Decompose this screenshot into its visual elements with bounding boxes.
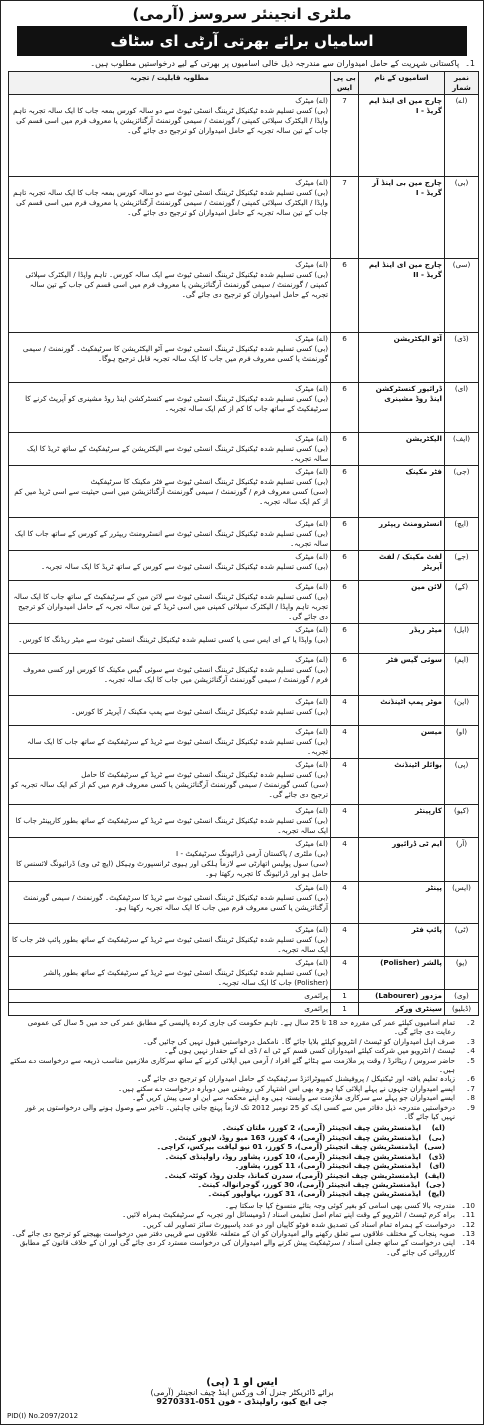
item-number: (بی) — [428, 1132, 445, 1142]
org-title: ملٹری انجینئر سروسز (آرمی) — [132, 5, 352, 23]
row-post-name: ایم ٹی ڈرائیور — [359, 838, 445, 882]
table-header-row — [9, 72, 479, 95]
item-number: (ایف) — [424, 1170, 445, 1180]
row-serial: (یو) — [445, 957, 479, 990]
table-row — [9, 466, 479, 518]
table-row — [9, 259, 479, 333]
qualification-line: (اے) میٹرک — [295, 260, 328, 269]
table-row — [9, 581, 479, 624]
row-post-name: آٹو الیکٹریشن — [359, 333, 445, 383]
item-text: ایڈمنسٹریشن چیف انجینئر (آرمی)، 30 کورز، گوجرانوالہ کینٹ۔ — [197, 1179, 420, 1189]
item-text: ایڈمنسٹریشن چیف انجینئر (آرمی)، 4 کورز، 163 میو روڈ، لاہور کینٹ۔ — [173, 1132, 421, 1142]
qualification-line: (اے) میٹرک — [295, 552, 328, 561]
item-text: اپنی درخواست کے ساتھ جعلی اسناد / سرٹیفکیٹ پیش کرنے والے امیدواران کی درخواست مسترد کر دی جائے گی اور ان کے خلاف قانون کے مطابق کارروائی کی جائے گی۔ — [19, 1238, 455, 1257]
row-qualification — [9, 696, 331, 726]
row-post-name: چارج مین ای اینڈ ایم گریڈ - I — [359, 95, 445, 177]
row-qualification — [9, 838, 331, 882]
row-bps: 6 — [331, 551, 359, 581]
qualification-line: (سی) سول پولیس اتھارٹی سے لازماً ہلکی اور ہیوی ٹرانسپورٹ وہیکل (ایچ ٹی وی) ڈرائیونگ لائسنس کا حامل ہو اور ڈرائیونگ کا تجربہ رکھتا ہو۔ — [16, 859, 328, 878]
qualification-line: (بی) کسی تسلیم شدہ ٹیکنیکل ٹریننگ انسٹی ٹیوٹ سے آٹو الیکٹریشن کا سرٹیفکیٹ۔ گورنمنٹ / سیمی گورنمنٹ یا کسی معروف فرم میں جاب کا ایک سالہ تجربہ قابل ترجیح ہوگا۔ — [22, 344, 328, 363]
row-qualification — [9, 654, 331, 696]
row-post-name: لائن مین — [359, 581, 445, 624]
row-bps: 4 — [331, 838, 359, 882]
qualification-line: (اے) میٹرک — [295, 384, 328, 393]
table-row — [9, 551, 479, 581]
table-body — [9, 95, 479, 1016]
qualification-line: پرائمری — [304, 1004, 328, 1013]
qualification-line: (بی) ملٹری / پاکستان آرمی ڈرائیونگ سرٹیفکیٹ - I — [176, 849, 328, 858]
item-number: (جی) — [425, 1179, 445, 1189]
qualification-line: (بی) کسی تسلیم شدہ ٹیکنیکل ٹریننگ انسٹی ٹیوٹ سے ٹریڈ کے سرٹیفکیٹ کے ساتھ بطور کارپینٹر جاب کا ایک سالہ تجربہ۔ — [15, 816, 328, 835]
list-item — [9, 1056, 475, 1075]
item-number: 12۔ — [461, 1219, 475, 1229]
row-bps: 6 — [331, 581, 359, 624]
row-post-name: سوئی گیس فٹر — [359, 654, 445, 696]
qualification-line: پرائمری — [304, 991, 328, 1000]
qualification-line: (بی) کسی تسلیم شدہ ٹیکنیکل ٹریننگ انسٹی ٹیوٹ سے ٹریڈ کے سرٹیفکیٹ کے ساتھ بطور پائپ فٹر جاب کا ایک سالہ تجربہ۔ — [11, 935, 328, 954]
item-text: براہ کرم ٹیسٹ / انٹرویو کے وقت اپنے تمام اصل تعلیمی اسناد / ڈومیسائل اور تجربہ کے سرٹیفکیٹ ہمراہ لائیں۔ — [122, 1210, 455, 1220]
list-item — [9, 1210, 475, 1219]
row-bps: 4 — [331, 805, 359, 838]
item-text: درخواستیں مندرجہ ذیل دفاتر میں سے کسی ایک کو 25 نومبر 2012 تک لازماً پہنچ جانی چاہئیں۔ تاخیر سے وصول ہونے والی درخواستوں پر غور نہیں کیا جائے گا۔ — [25, 1102, 455, 1122]
item-text: ایڈمنسٹریشن چیف انجینئر (آرمی)، 11 کورز، پشاور۔ — [234, 1161, 421, 1171]
qualification-line: (بی) کسی تسلیم شدہ ٹیکنیکل ٹریننگ انسٹی ٹیوٹ سے الیکٹریشن کے سرٹیفکیٹ کے ساتھ ٹریڈ کا ایک سالہ تجربہ۔ — [27, 444, 328, 463]
row-serial: (ڈی) — [445, 333, 479, 383]
row-qualification — [9, 95, 331, 177]
item-number: 6۔ — [466, 1074, 475, 1084]
qualification-line: (بی) کسی تسلیم شدہ ٹیکنیکل ٹریننگ انسٹی ٹیوٹ سے فٹر مکینک کا سرٹیفکیٹ — [90, 477, 328, 486]
header-qualification: مطلوبہ قابلیت / تجربہ — [9, 72, 331, 95]
list-item — [9, 1161, 475, 1170]
row-post-name: پائپ فٹر — [359, 924, 445, 957]
row-qualification — [9, 1003, 331, 1016]
row-serial: (جے) — [445, 551, 479, 581]
row-serial: (آر) — [445, 838, 479, 882]
row-serial: (ایس) — [445, 882, 479, 924]
qualification-line: (اے) میٹرک — [295, 806, 328, 815]
list-item — [9, 1142, 475, 1151]
item-text: حاضر سروس / ریٹائرڈ / وقت پر ملازمت سے ہٹائے گئے افراد / آرمی میں اپلائی کرنے کے ساتھ سرکاری ملازمین مناسب ذریعہ سے درخواست دے سکتے ہیں۔ — [10, 1055, 455, 1075]
row-post-name: کارپینٹر — [359, 805, 445, 838]
qualification-line: (بی) کسی تسلیم شدہ ٹیکنیکل ٹریننگ انسٹی ٹیوٹ سے ٹریڈ کا سرٹیفکیٹ۔ گورنمنٹ / سیمی گورنمنٹ آرگنائزیشن یا کسی معروف فرم میں جاب کا ایک سالہ تجربہ رکھتا ہو۔ — [23, 893, 328, 912]
intro-line — [9, 59, 475, 68]
row-bps: 4 — [331, 957, 359, 990]
row-qualification — [9, 957, 331, 990]
item-number: 8۔ — [466, 1093, 475, 1103]
list-item — [9, 1180, 475, 1189]
row-qualification — [9, 990, 331, 1003]
row-qualification — [9, 805, 331, 838]
officer-line: برائے ڈائریکٹر جنرل آف ورکس اینڈ چیف انجینئر (آرمی) — [150, 1388, 334, 1397]
signature-block — [1, 1377, 483, 1406]
row-bps: 6 — [331, 259, 359, 333]
list-item — [9, 1171, 475, 1180]
table-row — [9, 95, 479, 177]
item-text: ایسے امیدواران جو پہلے سے سرکاری ملازمت سے وابستہ ہیں وہ اپنے محکمہ سے این او سی پیش کریں گے۔ — [132, 1093, 455, 1103]
table-row — [9, 333, 479, 383]
qualification-line: (اے) میٹرک — [295, 697, 328, 706]
item-text: ایڈمنسٹریشن چیف انجینئر (آرمی)، 31 کورز، بہاولپور کینٹ۔ — [207, 1189, 421, 1199]
qualification-line: (بی) کسی تسلیم شدہ ٹیکنیکل ٹریننگ انسٹی ٹیوٹ سے کورس کے ساتھ ٹریڈ کا ایک سالہ تجربہ۔ — [41, 562, 328, 571]
list-item — [9, 1123, 475, 1132]
qualification-line: (سی) کسی گورنمنٹ / سیمی گورنمنٹ آرگنائزیشن یا کسی معروف فرم میں کم از کم ایک سالہ تجربہ کو ترجیح دی جائے گی۔ — [11, 780, 328, 799]
header-bps: بی پی ایس — [331, 72, 359, 95]
pid-number: PID(I) No.2097/2012 — [7, 1412, 79, 1420]
table-row — [9, 518, 479, 551]
intro-number: 1۔ — [465, 59, 475, 68]
list-item — [9, 1084, 475, 1093]
table-row — [9, 624, 479, 654]
qualification-line: (بی) کسی تسلیم شدہ ٹیکنیکل ٹریننگ انسٹی ٹیوٹ سے دو سالہ کورس بمعہ جاب کا ایک سالہ تجربہ تاہم واپڈا / الیکٹرک سپلائی کمپنی / گورنمنٹ / سیمی گورنمنٹ آرگنائزیشن یا معروف فرم میں اسی قسم کی جاب کے تین سالہ تجربہ کے حامل امیدواران کو ترجیح دی جائے گی۔ — [13, 106, 328, 135]
item-number: 14۔ — [461, 1238, 475, 1248]
terms-list-2 — [9, 1201, 475, 1257]
row-post-name: میٹر ریڈر — [359, 624, 445, 654]
row-serial: (ڈبلیو) — [445, 1003, 479, 1016]
qualification-line: (بی) کسی تسلیم شدہ ٹیکنیکل ٹریننگ انسٹی ٹیوٹ سے کنسٹرکشن اینڈ روڈ مشینری کو آپریٹ کرنے کا سرٹیفکیٹ کے ساتھ جاب کا کم از کم ایک سالہ تجربہ۔ — [25, 394, 328, 413]
qualification-line: (بی) کسی تسلیم شدہ ٹیکنیکل ٹریننگ انسٹی ٹیوٹ سے انسٹرومنٹ ریپئرر کے کورس کے ساتھ جاب کا ایک سالہ تجربہ۔ — [14, 529, 328, 548]
qualification-line: (اے) میٹرک — [295, 883, 328, 892]
row-post-name: چارج مین ای اینڈ ایم گریڈ - II — [359, 259, 445, 333]
row-post-name: مزدور (Labourer) — [359, 990, 445, 1003]
row-qualification — [9, 259, 331, 333]
row-bps: 6 — [331, 433, 359, 466]
row-qualification — [9, 333, 331, 383]
item-text: صرف اہل امیدواران کو ٹیسٹ / انٹرویو کیلئے بلایا جائے گا۔ نامکمل درخواستیں قبول نہیں کی جائیں گی۔ — [143, 1036, 455, 1046]
list-item — [9, 1152, 475, 1161]
recruitment-banner: اسامیاں برائے بھرتی آرٹی ای سٹاف — [17, 26, 467, 56]
table-row — [9, 177, 479, 259]
item-text: صوبہ پنجاب کے مختلف علاقوں سے تعلق رکھنے والے امیدواران کو ان کے متعلقہ علاقوں سے قریبی دفتر میں درخواست بھیجنے کو ترجیح دی جائے گی۔ — [11, 1228, 455, 1238]
row-bps: 7 — [331, 177, 359, 259]
row-post-name: انسٹرومنٹ ریپئرر — [359, 518, 445, 551]
qualification-line: (سی) کسی معروف فرم / گورنمنٹ / سیمی گورنمنٹ آرگنائزیشن میں اسی حیثیت سے اسی ٹریڈ میں کم از کم ایک سالہ تجربہ۔ — [14, 487, 328, 506]
item-number: 10۔ — [461, 1200, 475, 1210]
list-item — [9, 1046, 475, 1055]
row-serial: (این) — [445, 696, 479, 726]
qualification-line: (اے) میٹرک — [295, 519, 328, 528]
row-post-name: پینٹر — [359, 882, 445, 924]
row-post-name: موٹر پمپ اٹینڈنٹ — [359, 696, 445, 726]
list-item — [9, 1133, 475, 1142]
table-row — [9, 882, 479, 924]
item-number: 3۔ — [466, 1036, 475, 1046]
row-bps: 6 — [331, 466, 359, 518]
row-bps: 4 — [331, 924, 359, 957]
row-qualification — [9, 433, 331, 466]
item-number: 2۔ — [466, 1018, 475, 1027]
row-qualification — [9, 177, 331, 259]
list-item — [9, 1074, 475, 1083]
row-serial: (پی) — [445, 759, 479, 805]
row-qualification — [9, 924, 331, 957]
row-serial: (ایل) — [445, 624, 479, 654]
item-number: 7۔ — [466, 1083, 475, 1093]
row-bps: 1 — [331, 990, 359, 1003]
row-bps: 7 — [331, 95, 359, 177]
item-number: 11۔ — [461, 1210, 475, 1220]
row-serial: (کیو) — [445, 805, 479, 838]
qualification-line: (اے) میٹرک — [295, 958, 328, 967]
row-bps: 4 — [331, 882, 359, 924]
posts-table — [8, 71, 479, 1016]
row-bps: 4 — [331, 696, 359, 726]
row-post-name: لفٹ مکینک / لفٹ آپریٹر — [359, 551, 445, 581]
row-bps: 1 — [331, 1003, 359, 1016]
item-text: تمام اسامیوں کیلئے عمر کی مقررہ حد 18 تا 25 سال ہے۔ تاہم حکومت کی جاری کردہ پالیسی کے مطابق عمر کی حد میں 5 سال کی عمومی رعایت دی جائے گی۔ — [27, 1018, 455, 1037]
table-row — [9, 383, 479, 433]
qualification-line: (اے) میٹرک — [295, 334, 328, 343]
list-item — [9, 1037, 475, 1046]
table-row — [9, 759, 479, 805]
item-number: (اے) — [431, 1123, 445, 1133]
qualification-line: (اے) میٹرک — [295, 467, 328, 476]
qualification-line: (بی) کسی تسلیم شدہ ٹیکنیکل ٹریننگ انسٹی ٹیوٹ سے ایک سالہ کورس۔ تاہم واپڈا / الیکٹرک سپلائی کمپنی / گورنمنٹ / سیمی گورنمنٹ آرگنائزیشن یا معروف فرم میں اسی قسم کی جاب کے تین سالہ تجربہ کے حامل امیدواران کو ترجیح دی جائے گی۔ — [25, 270, 328, 299]
qualification-line: (اے) میٹرک — [295, 727, 328, 736]
table-row — [9, 838, 479, 882]
row-bps: 6 — [331, 654, 359, 696]
list-item — [9, 1018, 475, 1037]
table-row — [9, 924, 479, 957]
terms-list — [9, 1018, 475, 1121]
row-bps: 4 — [331, 759, 359, 805]
qualification-line: (بی) کسی تسلیم شدہ ٹیکنیکل ٹریننگ انسٹی ٹیوٹ سے لائن مین کے سرٹیفکیٹ کے ساتھ جاب کا ایک سالہ تجربہ تاہم واپڈا / الیکٹرک سپلائی کمپنی میں اسی ٹریڈ کے تین سالہ تجربہ کے حامل امیدواران کو ترجیح دی جائے گی۔ — [13, 592, 328, 621]
row-qualification — [9, 759, 331, 805]
item-text: درخواست کے ہمراہ تمام اسناد کی تصدیق شدہ فوٹو کاپیاں اور دو عدد پاسپورٹ سائز تصاویر لف کریں۔ — [142, 1219, 455, 1229]
row-post-name: الیکٹریشن — [359, 433, 445, 466]
qualification-line: (اے) میٹرک — [295, 96, 328, 105]
list-item — [9, 1201, 475, 1210]
row-serial: (سی) — [445, 259, 479, 333]
list-item — [9, 1189, 475, 1198]
item-text: ایڈمنسٹریشن چیف انجینئر (آرمی)، 5 کورز، 01 نیو لیافت بیرکس، کراچی۔ — [156, 1142, 419, 1152]
qualification-line: (بی) کسی تسلیم شدہ ٹیکنیکل ٹریننگ انسٹی ٹیوٹ سے ٹریڈ کے سرٹیفکیٹ کے ساتھ جاب کا ایک سالہ تجربہ۔ — [27, 737, 328, 756]
row-serial: (اے) — [445, 95, 479, 177]
contact-phone: 051-9270331 — [156, 1397, 216, 1406]
row-post-name: چارج مین بی اینڈ آر گریڈ - I — [359, 177, 445, 259]
item-text: ٹیسٹ / انٹرویو میں شرکت کیلئے امیدواران کسی قسم کے ٹی اے / ڈی اے کے حقدار نہیں ہوں گے۔ — [164, 1046, 455, 1056]
list-item — [9, 1220, 475, 1229]
row-serial: (ٹی) — [445, 924, 479, 957]
item-text: ایسے امیدواران جنہوں نے پہلے اپلائی کیا ہو وہ بھی اس اشتہار کی روشنی میں دوبارہ درخواست دے سکتے ہیں۔ — [118, 1083, 455, 1093]
row-post-name: ڈرائیور کنسٹرکشن اینڈ روڈ مشینری — [359, 383, 445, 433]
row-serial: (وی) — [445, 990, 479, 1003]
contact-line — [1, 1397, 483, 1406]
list-item — [9, 1238, 475, 1257]
row-bps: 6 — [331, 624, 359, 654]
item-number: (ایچ) — [428, 1189, 445, 1199]
qualification-line: (بی) کسی تسلیم شدہ ٹیکنیکل ٹریننگ انسٹی ٹیوٹ سے ٹریڈ کے سرٹیفکیٹ کا حامل — [81, 770, 328, 779]
row-serial: (جی) — [445, 466, 479, 518]
qualification-line: (اے) میٹرک — [295, 582, 328, 591]
qualification-line: (اے) میٹرک — [295, 925, 328, 934]
item-text: ایڈمنسٹریشن چیف انجینئر (آرمی)، سدرن کمانڈ، جلدن روڈ، کوئٹہ کینٹ۔ — [164, 1170, 419, 1180]
row-post-name: پالشر (Polisher) — [359, 957, 445, 990]
row-bps: 4 — [331, 726, 359, 759]
row-qualification — [9, 551, 331, 581]
item-text: مندرجہ بالا کسی بھی اسامی کو بغیر کوئی وجہ بتائے منسوخ کیا جا سکتا ہے۔ — [224, 1200, 455, 1210]
item-text: زیادہ تعلیم یافتہ اور ٹیکنیکل / پروفیشنل کمپیوٹرائزڈ سرٹیفکیٹ کے حامل امیدواران کو ترجیح دی جائے گی۔ — [137, 1074, 455, 1084]
header-serial: نمبر شمار — [445, 72, 479, 95]
qualification-line: (اے) میٹرک — [295, 178, 328, 187]
qualification-line: (بی) کسی تسلیم شدہ ٹیکنیکل ٹریننگ انسٹی ٹیوٹ سے سوئی گیس مکینک کا کورس اور کسی معروف فرم / گورنمنٹ / سیمی گورنمنٹ آرگنائزیشن میں جاب کا ایک سالہ تجربہ۔ — [23, 665, 328, 684]
row-qualification — [9, 518, 331, 551]
row-serial: (او) — [445, 726, 479, 759]
row-serial: (کے) — [445, 581, 479, 624]
list-item — [9, 1229, 475, 1238]
qualification-line: (اے) میٹرک — [295, 655, 328, 664]
table-row — [9, 726, 479, 759]
row-serial: (بی) — [445, 177, 479, 259]
contact-address: جی ایچ کیو، راولپنڈی - فون — [218, 1397, 328, 1406]
qualification-line: (اے) میٹرک — [295, 760, 328, 769]
table-row — [9, 696, 479, 726]
row-bps: 6 — [331, 333, 359, 383]
intro-text: پاکستانی شہریت کے حامل امیدواران سے مندرجہ ذیل خالی اسامیوں پر بھرتی کے لیے درخواستیں مطلوب ہیں۔ — [90, 59, 460, 68]
row-qualification — [9, 624, 331, 654]
item-number: (سی) — [424, 1142, 445, 1152]
officer-code: ایس او 1 (پی) — [206, 1377, 278, 1388]
table-row — [9, 1003, 479, 1016]
row-post-name: میسن — [359, 726, 445, 759]
item-text: ایڈمنسٹریشن چیف انجینئر (آرمی)، 2 کورز، ملتان کینٹ۔ — [221, 1123, 421, 1133]
item-number: 5۔ — [466, 1055, 475, 1065]
table-row — [9, 990, 479, 1003]
row-serial: (ایم) — [445, 654, 479, 696]
qualification-line: (بی) کسی تسلیم شدہ ٹیکنیکل ٹریننگ انسٹی ٹیوٹ سے پمپ مکینک / آپریٹر کا کورس۔ — [71, 707, 328, 716]
row-post-name: فٹر مکینک — [359, 466, 445, 518]
row-serial: (ایچ) — [445, 518, 479, 551]
qualification-line: (بی) کسی تسلیم شدہ ٹیکنیکل ٹریننگ انسٹی ٹیوٹ سے دو سالہ کورس بمعہ جاب کا ایک سالہ تجربہ تاہم واپڈا / الیکٹرک سپلائی کمپنی / گورنمنٹ / سیمی گورنمنٹ آرگنائزیشن یا معروف فرم میں اسی قسم کی جاب کے تین سالہ تجربہ کے حامل امیدواران کو ترجیح دی جائے گی۔ — [13, 188, 328, 217]
item-number: (ڈی) — [428, 1151, 445, 1161]
item-text: ایڈمنسٹریشن چیف انجینئر (آرمی)، 10 کورز، پشاور روڈ، راولپنڈی کینٹ۔ — [164, 1151, 421, 1161]
table-row — [9, 957, 479, 990]
office-address-list — [9, 1123, 475, 1198]
table-row — [9, 654, 479, 696]
item-number: 9۔ — [466, 1102, 475, 1112]
item-number: (ای) — [429, 1161, 445, 1171]
item-number: 4۔ — [466, 1046, 475, 1056]
row-bps: 6 — [331, 383, 359, 433]
row-qualification — [9, 581, 331, 624]
qualification-line: (بی) کسی تسلیم شدہ ٹیکنیکل ٹریننگ انسٹی ٹیوٹ سے ٹریڈ کے سرٹیفکیٹ کے ساتھ بطور پالشر (Polisher) جاب کا ایک سالہ تجربہ۔ — [43, 968, 328, 987]
row-serial: (ای) — [445, 383, 479, 433]
table-row — [9, 805, 479, 838]
table-row — [9, 433, 479, 466]
item-number: 13۔ — [461, 1228, 475, 1238]
qualification-line: (اے) میٹرک — [295, 625, 328, 634]
qualification-line: (بی) واپڈا یا کے ای ایس سی یا کسی تسلیم شدہ ٹیکنیکل ٹریننگ انسٹی ٹیوٹ سے میٹر ریڈنگ کا کورس۔ — [18, 635, 328, 644]
row-post-name: بوائلر اٹینڈنٹ — [359, 759, 445, 805]
row-qualification — [9, 383, 331, 433]
row-qualification — [9, 726, 331, 759]
row-bps: 6 — [331, 518, 359, 551]
list-item — [9, 1093, 475, 1102]
header-post: اسامیوں کے نام — [359, 72, 445, 95]
row-serial: (ایف) — [445, 433, 479, 466]
row-qualification — [9, 882, 331, 924]
qualification-line: (اے) میٹرک — [295, 434, 328, 443]
row-qualification — [9, 466, 331, 518]
list-item — [9, 1103, 475, 1122]
qualification-line: (اے) میٹرک — [295, 839, 328, 848]
row-post-name: سینٹری ورکر — [359, 1003, 445, 1016]
